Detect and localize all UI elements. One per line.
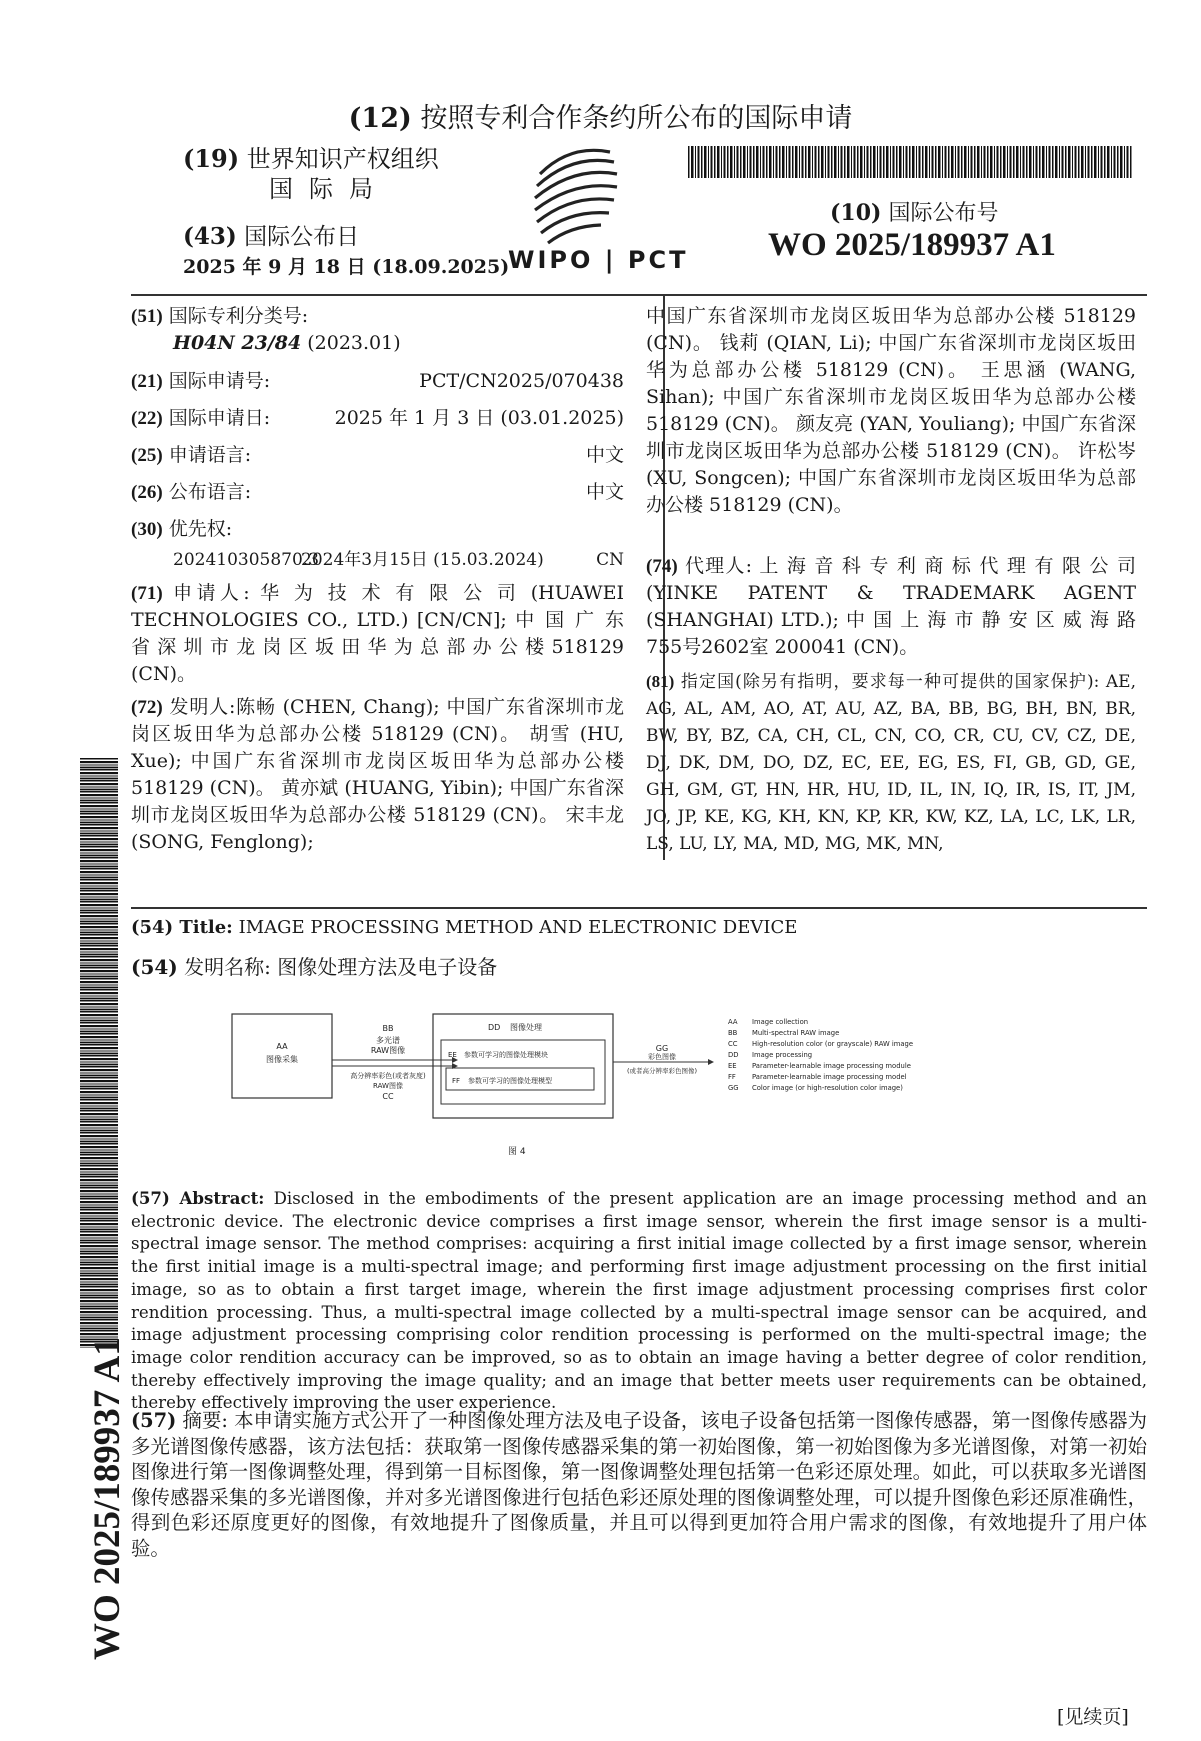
document-type-heading <box>0 96 1201 135</box>
gg-line1: 彩色图像 <box>648 1053 676 1061</box>
publication-number-label: 国际公布号 <box>888 201 999 226</box>
field-72-tag: (72) <box>131 697 163 718</box>
title-english-tag: (54) Title: <box>131 917 233 938</box>
ff-code: FF <box>452 1077 461 1085</box>
publication-date-value: 2025 年 9 月 18 日 (18.09.2025) <box>183 256 510 278</box>
cc-code: CC <box>382 1092 394 1101</box>
legend-text: Color image (or high-resolution color image) <box>752 1084 903 1092</box>
publication-date-number: (43) <box>183 223 237 250</box>
abstract-chinese-tag: (57) <box>131 1409 177 1432</box>
legend-code: EE <box>728 1062 737 1070</box>
aa-label: 图像采集 <box>266 1055 298 1064</box>
field-22-value: 2025 年 1 月 3 日 (03.01.2025) <box>334 407 624 429</box>
legend-text: High-resolution color (or grayscale) RAW image <box>752 1040 914 1048</box>
legend-code: BB <box>728 1029 738 1037</box>
barcode-side-icon <box>80 758 118 1348</box>
field-30-date: 2024年3月15日 (15.03.2024) <box>301 550 544 570</box>
continued-marker: [见续页] <box>1057 1706 1129 1728</box>
figure-4-diagram <box>230 1010 1130 1160</box>
legend-text: Multi-spectral RAW image <box>752 1029 840 1037</box>
publication-number-label-number: (10) <box>830 200 882 226</box>
legend-code: CC <box>728 1040 738 1048</box>
field-25-filing-language <box>131 442 624 469</box>
abstract-english <box>131 1187 1147 1415</box>
publication-number-label-block <box>830 196 998 227</box>
field-71-tag: (71) <box>131 583 163 604</box>
document-type-text: 按照专利合作条约所公布的国际申请 <box>420 103 853 134</box>
legend-code: FF <box>728 1073 736 1081</box>
field-81-tag: (81) <box>646 672 675 691</box>
abstract-english-text: Disclosed in the embodiments of the present application are an image processing method and an electronic device. The electronic device comprises a first image sensor, wherein the first image sensor is a multi-spectral image sensor. The method comprises: acquiring a first initial image collected by a first image sensor, wherein the first initial image is a multi-spectral image; and performing first image adjustment processing on the first initial image, so as to obtain a first target image, wherein the first image adjustment processing comprises first color rendition processing. Thus, a multi-spectral image collected by a multi-spectral image sensor can be acquired, and image adjustment processing comprising color rendition processing is performed on the multi-spectral image; the image color rendition accuracy can be improved, so as to obtain an image having a better degree of color rendition, thereby effectively improving the image quality; and an image that better meets user requirements can be obtained, thereby effectively improving the user experience. <box>131 1189 1147 1413</box>
barcode-top-icon <box>688 146 1133 178</box>
header-divider <box>131 294 1147 296</box>
bb-line2: RAW图像 <box>370 1046 406 1055</box>
field-30-tag: (30) <box>131 519 163 540</box>
field-71-text: 申请人: 华 为 技 术 有 限 公 司 (HUAWEI TECHNOLOGIES CO., LTD.) [CN/CN]; 中 国 广 东 省 深 圳 市 龙 岗 区 坂 田 华 为 总 部 办 公 楼 518129 (CN)。 <box>131 582 624 685</box>
organization-block <box>183 144 439 204</box>
bb-line1: 多光谱 <box>376 1036 400 1045</box>
field-30-priority <box>131 516 624 574</box>
field-22-tag: (22) <box>131 408 163 429</box>
title-english-value: IMAGE PROCESSING METHOD AND ELECTRONIC DEVICE <box>238 917 798 938</box>
title-chinese-value: 发明名称: 图像处理方法及电子设备 <box>184 955 498 979</box>
side-publication-number: WO 2025/189937 A1 <box>87 1337 128 1660</box>
organization-number: (19) <box>183 144 240 173</box>
biblio-divider <box>131 907 1147 909</box>
field-72-text: 发明人:陈畅 (CHEN, Chang); 中国广东省深圳市龙岗区坂田华为总部办公楼 518129 (CN)。 胡雪 (HU, Xue); 中国广东省深圳市龙岗区坂田华为总部办公楼 518129 (CN)。 黄亦斌 (HUANG, Yibin); 中国广东省深圳市龙岗区坂田华为总部办公楼 518129 (CN)。 宋丰龙 (SONG, Fenglong); <box>131 696 624 853</box>
field-25-tag: (25) <box>131 445 163 466</box>
field-26-tag: (26) <box>131 482 163 503</box>
abstract-chinese-text: 摘要: 本申请实施方式公开了一种图像处理方法及电子设备，该电子设备包括第一图像传感器，第一图像传感器为多光谱图像传感器，该方法包括：获取第一图像传感器采集的第一初始图像，第一初始图像为多光谱图像，对第一初始图像进行第一图像调整处理，得到第一目标图像，第一图像调整处理包括第一色彩还原处理。如此，可以获取多光谱图像传感器采集的多光谱图像，并对多光谱图像进行包括色彩还原处理的图像调整处理，可以提升图像色彩还原准确性，得到色彩还原度更好的图像，有效地提升了图像质量，并且可以得到更加符合用户需求的图像，有效地提升了用户体验。 <box>131 1409 1147 1560</box>
field-74-text: 代理人: 上 海 音 科 专 利 商 标 代 理 有 限 公 司 (YINKE PATENT & TRADEMARK AGENT (SHANGHAI) LTD.); 中 国 上 海 市 静 安 区 威 海 路755号2602室 200041 (CN)。 <box>646 555 1136 658</box>
field-51-year: (2023.01) <box>307 332 401 354</box>
field-26-value: 中文 <box>585 481 624 503</box>
field-30-label: 优先权: <box>168 518 233 540</box>
field-51-tag: (51) <box>131 306 163 327</box>
organization-bureau: 国际局 <box>269 175 389 203</box>
field-81-text: 指定国(除另有指明，要求每一种可提供的国家保护): AE, AG, AL, AM, AO, AT, AU, AZ, BA, BB, BG, BH, BN, BR, BW, BY, BZ, CA, CH, CL, CN, CO, CR, CU, CV, CZ, DE, DJ, DK, DM, DO, DZ, EC, EE, EG, ES, FI, GB, GD, GE, GH, GM, GT, HN, HR, HU, ID, IL, IN, IQ, IR, IS, IT, JM, JO, JP, KE, KG, KH, KN, KP, KR, KW, KZ, LA, LC, LK, LR, LS, LU, LY, MA, MD, MG, MK, MN, <box>646 672 1136 854</box>
field-81-designated-states <box>646 668 1136 858</box>
abstract-chinese <box>131 1408 1147 1562</box>
publication-date-block <box>183 222 509 282</box>
field-21-value: PCT/CN2025/070438 <box>419 370 624 392</box>
field-22-filing-date <box>131 405 624 432</box>
aa-code: AA <box>276 1042 288 1051</box>
field-26-label: 公布语言: <box>168 481 252 503</box>
field-26-publication-language <box>131 479 624 506</box>
inventors-continued: 中国广东省深圳市龙岗区坂田华为总部办公楼 518129 (CN)。 钱莉 (QIAN, Li); 中国广东省深圳市龙岗区坂田华为总部办公楼 518129 (CN)。 王思涵 (WANG, Sihan); 中国广东省深圳市龙岗区坂田华为总部办公楼 518129 (CN)。 颜友亮 (YAN, Youliang); 中国广东省深圳市龙岗区坂田华为总部办公楼 518129 (CN)。 许松岑 (XU, Songcen); 中国广东省深圳市龙岗区坂田华为总部办公楼 518129 (CN)。 <box>646 305 1136 516</box>
publication-date-label: 国际公布日 <box>244 224 360 250</box>
legend-text: Image processing <box>752 1051 813 1059</box>
title-english <box>131 917 797 938</box>
wipo-pct-logo-text: WIPO | PCT <box>508 246 689 274</box>
document-type-number: (12) <box>348 103 412 134</box>
ee-code: EE <box>448 1051 457 1059</box>
field-21-label: 国际申请号: <box>168 370 271 392</box>
field-30-number: 202410305870.3 <box>173 550 320 570</box>
field-25-value: 中文 <box>585 444 624 466</box>
publication-number: WO 2025/189937 A1 <box>768 227 1056 263</box>
organization-name: 世界知识产权组织 <box>246 145 439 173</box>
cc-line2: RAW图像 <box>373 1082 403 1090</box>
abstract-english-tag: (57) Abstract: <box>131 1188 265 1208</box>
ee-label: 参数可学习的图像处理模块 <box>464 1051 548 1059</box>
legend-text: Parameter-learnable image processing module <box>752 1062 911 1070</box>
ff-label: 参数可学习的图像处理模型 <box>468 1077 552 1085</box>
figure-legend <box>728 1018 913 1092</box>
processing-module-box <box>441 1040 605 1104</box>
dd-label: 图像处理 <box>510 1023 542 1032</box>
field-71-applicant <box>131 580 624 688</box>
title-chinese <box>131 951 497 980</box>
field-21-application-number <box>131 368 624 395</box>
field-21-tag: (21) <box>131 371 163 392</box>
legend-text: Parameter-learnable image processing model <box>752 1073 907 1081</box>
field-74-tag: (74) <box>646 556 678 577</box>
legend-code: AA <box>728 1018 738 1026</box>
field-25-label: 申请语言: <box>168 444 252 466</box>
field-30-country: CN <box>596 550 624 570</box>
field-72-inventors <box>131 694 624 856</box>
bb-code: BB <box>382 1024 394 1033</box>
gg-code: GG <box>655 1044 669 1053</box>
gg-line2: (或者高分辨率彩色图像) <box>626 1067 698 1075</box>
dd-code: DD <box>488 1023 501 1032</box>
legend-code: DD <box>728 1051 739 1059</box>
field-22-label: 国际申请日: <box>168 407 271 429</box>
field-51-code: H04N 23/84 <box>173 332 302 354</box>
field-74-agent <box>646 553 1136 661</box>
field-51-label: 国际专利分类号: <box>168 305 309 327</box>
title-chinese-tag: (54) <box>131 955 178 979</box>
figure-caption: 图 4 <box>508 1147 526 1157</box>
legend-code: GG <box>728 1084 739 1092</box>
cc-line1: 高分辨率彩色(或者灰度) <box>350 1072 426 1080</box>
legend-text: Image collection <box>752 1018 809 1026</box>
field-51-classification <box>131 303 624 357</box>
